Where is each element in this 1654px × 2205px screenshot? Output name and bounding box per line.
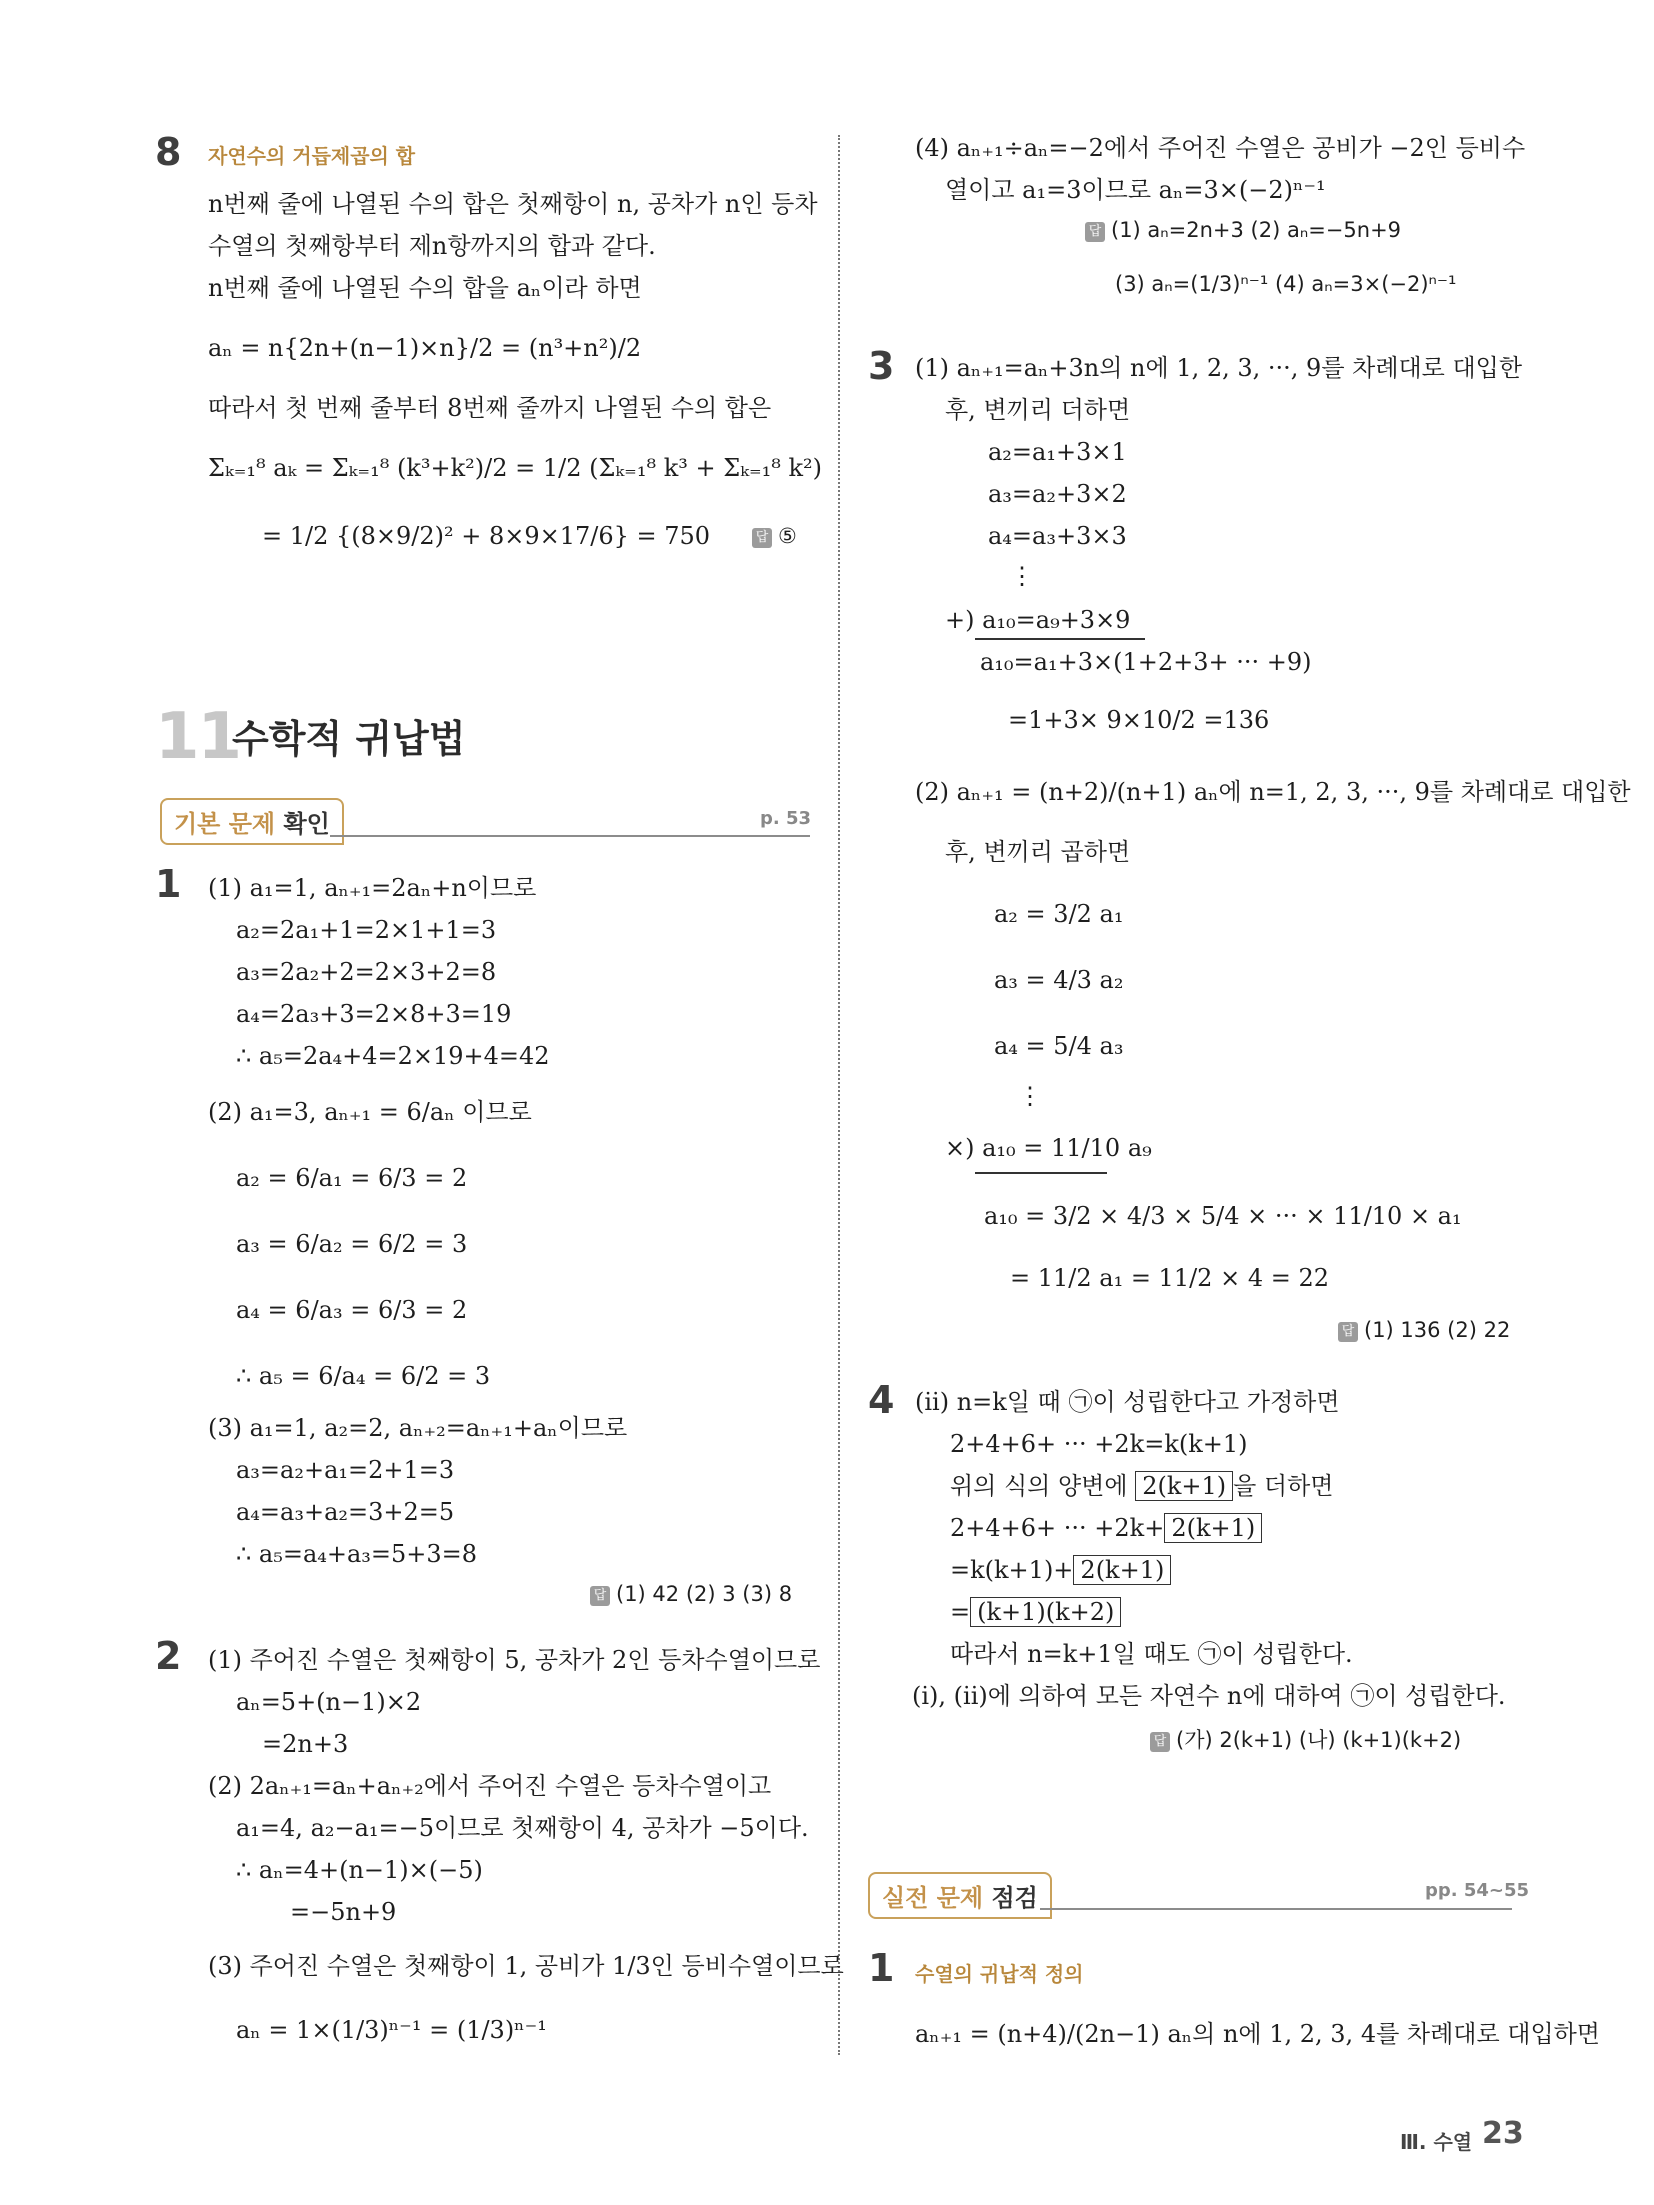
formula-line: a₂=a₁+3×1 xyxy=(988,438,1127,466)
text-line: 수열의 첫째항부터 제n항까지의 합과 같다. xyxy=(208,232,656,260)
text-line: (4) aₙ₊₁÷aₙ=−2에서 주어진 수열은 공비가 −2인 등비수 xyxy=(915,134,1526,162)
section-number: 11 xyxy=(155,700,241,774)
answer-badge: 답 xyxy=(1150,1732,1170,1752)
formula-line: aₙ₊₁ = (n+4)/(2n−1) aₙ의 n에 1, 2, 3, 4를 차례대로 대입하면 xyxy=(915,2020,1600,2048)
text-line: 후, 변끼리 더하면 xyxy=(945,396,1131,424)
blank-box-na: (k+1)(k+2) xyxy=(970,1597,1121,1627)
formula-line: aₙ = 1×(1/3)ⁿ⁻¹ = (1/3)ⁿ⁻¹ xyxy=(236,2016,547,2044)
formula-line: a₂ = 6/a₁ = 6/3 = 2 xyxy=(236,1164,468,1192)
formula-line: a₄=a₃+a₂=3+2=5 xyxy=(236,1498,455,1526)
ellipsis: ⋮ xyxy=(1010,562,1034,590)
formula-line: ×) a₁₀ = 11/10 a₉ xyxy=(945,1134,1152,1162)
formula-line: a₄ = 6/a₃ = 6/3 = 2 xyxy=(236,1296,468,1324)
formula-line: a₃ = 4/3 a₂ xyxy=(994,966,1124,994)
problem-number: 4 xyxy=(868,1378,895,1422)
formula-line: ∴ a₅=a₄+a₃=5+3=8 xyxy=(236,1540,478,1568)
text-line: n번째 줄에 나열된 수의 합은 첫째항이 n, 공차가 n인 등차 xyxy=(208,190,818,218)
answer-badge: 답 xyxy=(1338,1322,1358,1342)
page-number: 23 xyxy=(1482,2116,1524,2151)
problem-number: 1 xyxy=(868,1946,895,1990)
tag-rule xyxy=(1040,1908,1512,1910)
tag-rule xyxy=(330,835,810,837)
formula-line: a₃=a₂+3×2 xyxy=(988,480,1127,508)
formula-line: Σₖ₌₁⁸ aₖ = Σₖ₌₁⁸ (k³+k²)/2 = 1/2 (Σₖ₌₁⁸ k³ + Σₖ₌₁⁸ k²) xyxy=(208,454,823,482)
formula-line: a₃ = 6/a₂ = 6/2 = 3 xyxy=(236,1230,468,1258)
page-reference: p. 53 xyxy=(760,808,812,829)
formula-line: ∴ a₅=2a₄+4=2×19+4=42 xyxy=(236,1042,550,1070)
formula-line: 2+4+6+ ··· +2k+ 2(k+1) xyxy=(950,1512,1262,1544)
text-line: 위의 식의 양변에 2(k+1) 을 더하면 xyxy=(950,1472,1334,1500)
text-line: (2) 2aₙ₊₁=aₙ+aₙ₊₂에서 주어진 수열은 등차수열이고 xyxy=(208,1772,772,1800)
text-line: (3) 주어진 수열은 첫째항이 1, 공비가 1/3인 등비수열이므로 xyxy=(208,1952,844,1980)
product-rule xyxy=(975,1172,1107,1174)
answer-badge: 답 xyxy=(1085,222,1105,242)
text-line: 후, 변끼리 곱하면 xyxy=(945,838,1131,866)
formula-line: a₁₀=a₁+3×(1+2+3+ ··· +9) xyxy=(980,648,1312,676)
formula-line: =−5n+9 xyxy=(290,1898,397,1926)
practice-problem-tag: 실전 문제 점검 xyxy=(868,1872,1052,1919)
answer-badge: 답 xyxy=(590,1586,610,1606)
formula-line: = (k+1)(k+2) xyxy=(950,1596,1121,1628)
formula-line: a₃=2a₂+2=2×3+2=8 xyxy=(236,958,497,986)
problem-number: 3 xyxy=(868,344,895,388)
text-line: a₁=4, a₂−a₁=−5이므로 첫째항이 4, 공차가 −5이다. xyxy=(236,1814,809,1842)
formula-line: a₁₀ = 3/2 × 4/3 × 5/4 × ··· × 11/10 × a₁ xyxy=(984,1202,1462,1230)
answer: 답 (1) 42 (2) 3 (3) 8 xyxy=(590,1582,792,1606)
answer: 답 (1) aₙ=2n+3 (2) aₙ=−5n+9 xyxy=(1085,218,1401,242)
text-line: (2) a₁=3, aₙ₊₁ = 6/aₙ 이므로 xyxy=(208,1098,532,1126)
ellipsis: ⋮ xyxy=(1018,1082,1042,1110)
text-line: 따라서 n=k+1일 때도 ㉠이 성립한다. xyxy=(950,1640,1353,1668)
formula-line: = 11/2 a₁ = 11/2 × 4 = 22 xyxy=(1010,1264,1329,1292)
answer: (3) aₙ=(1/3)ⁿ⁻¹ (4) aₙ=3×(−2)ⁿ⁻¹ xyxy=(1115,272,1457,296)
text-line: (i), (ii)에 의하여 모든 자연수 n에 대하여 ㉠이 성립한다. xyxy=(912,1682,1506,1710)
blank-box-ga: 2(k+1) xyxy=(1073,1555,1171,1585)
text-line: (2) aₙ₊₁ = (n+2)/(n+1) aₙ에 n=1, 2, 3, ···, 9를 차례대로 대입한 xyxy=(915,778,1631,806)
text-line: 따라서 첫 번째 줄부터 8번째 줄까지 나열된 수의 합은 xyxy=(208,394,772,422)
answer: 답 ⑤ xyxy=(752,524,797,548)
sum-rule xyxy=(975,638,1145,640)
problem-topic: 수열의 귀납적 정의 xyxy=(915,1962,1084,1986)
text-line: (1) aₙ₊₁=aₙ+3n의 n에 1, 2, 3, ···, 9를 차례대로 대입한 xyxy=(915,354,1523,382)
problem-number: 1 xyxy=(155,862,182,906)
basic-problem-tag: 기본 문제 확인 xyxy=(160,798,344,845)
formula-line: a₃=a₂+a₁=2+1=3 xyxy=(236,1456,455,1484)
formula-line: =2n+3 xyxy=(262,1730,349,1758)
answer-badge: 답 xyxy=(752,528,772,548)
formula-line: =1+3× 9×10/2 =136 xyxy=(1008,706,1270,734)
column-divider xyxy=(838,135,840,2055)
formula-line: aₙ=5+(n−1)×2 xyxy=(236,1688,422,1716)
problem-topic: 자연수의 거듭제곱의 합 xyxy=(208,144,416,168)
text-line: 열이고 a₁=3이므로 aₙ=3×(−2)ⁿ⁻¹ xyxy=(945,176,1326,204)
problem-number: 8 xyxy=(155,130,182,174)
formula-line: a₄ = 5/4 a₃ xyxy=(994,1032,1124,1060)
text-line: (3) a₁=1, a₂=2, aₙ₊₂=aₙ₊₁+aₙ이므로 xyxy=(208,1414,628,1442)
blank-box-ga: 2(k+1) xyxy=(1164,1513,1262,1543)
formula-line: =k(k+1)+ 2(k+1) xyxy=(950,1554,1171,1586)
formula-line: = 1/2 {(8×9/2)² + 8×9×17/6} = 750 xyxy=(262,522,711,550)
text-line: (1) a₁=1, aₙ₊₁=2aₙ+n이므로 xyxy=(208,874,537,902)
formula-line: a₄=a₃+3×3 xyxy=(988,522,1127,550)
page-reference: pp. 54~55 xyxy=(1425,1880,1530,1901)
text-line: n번째 줄에 나열된 수의 합을 aₙ이라 하면 xyxy=(208,274,642,302)
answer: 답 (가) 2(k+1) (나) (k+1)(k+2) xyxy=(1150,1724,1461,1754)
formula-line: ∴ a₅ = 6/a₄ = 6/2 = 3 xyxy=(236,1362,491,1390)
formula-line: 2+4+6+ ··· +2k=k(k+1) xyxy=(950,1430,1248,1458)
text-line: (ii) n=k일 때 ㉠이 성립한다고 가정하면 xyxy=(915,1388,1340,1416)
answer: 답 (1) 136 (2) 22 xyxy=(1338,1318,1510,1342)
chapter-label: Ⅲ. 수열 xyxy=(1400,2130,1473,2154)
formula-line: a₂ = 3/2 a₁ xyxy=(994,900,1124,928)
problem-number: 2 xyxy=(155,1634,182,1678)
section-title: 수학적 귀납법 xyxy=(232,717,466,761)
text-line: (1) 주어진 수열은 첫째항이 5, 공차가 2인 등차수열이므로 xyxy=(208,1646,821,1674)
formula-line: ∴ aₙ=4+(n−1)×(−5) xyxy=(236,1856,483,1884)
formula-line: a₂=2a₁+1=2×1+1=3 xyxy=(236,916,497,944)
blank-box-ga: 2(k+1) xyxy=(1135,1471,1233,1501)
formula-line: aₙ = n{2n+(n−1)×n}/2 = (n³+n²)/2 xyxy=(208,334,642,362)
formula-line: +) a₁₀=a₉+3×9 xyxy=(945,606,1131,634)
formula-line: a₄=2a₃+3=2×8+3=19 xyxy=(236,1000,512,1028)
